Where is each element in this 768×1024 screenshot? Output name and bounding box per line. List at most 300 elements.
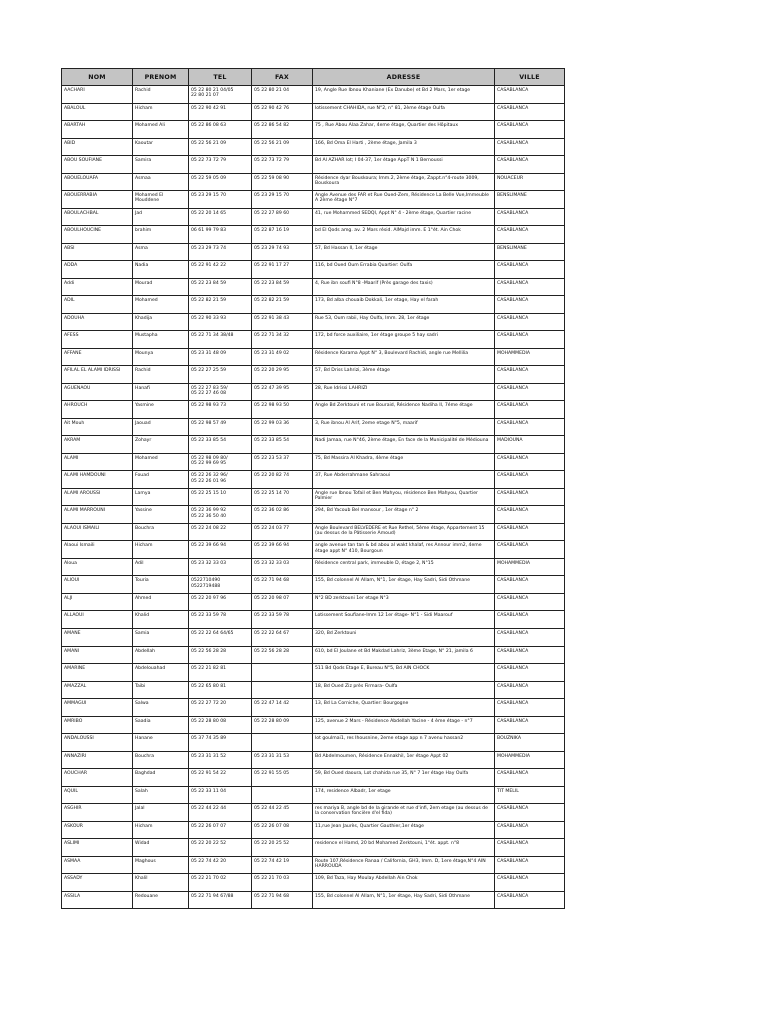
- table-row: [62, 874, 565, 892]
- prenom-cell: Hicham: [133, 821, 189, 839]
- tel-cell: 05 22 56 28 28: [189, 646, 252, 664]
- prenom-cell: Touria: [133, 576, 189, 594]
- adresse-cell: 172, bd force auxiliaire, 1er étage groupe 5 hay sadri: [313, 331, 495, 349]
- prenom-cell: Asmaa: [133, 173, 189, 191]
- header-tel: TEL: [189, 69, 252, 86]
- ville-cell: CASABLANCA: [495, 418, 565, 436]
- ville-cell: CASABLANCA: [495, 593, 565, 611]
- table-row: [62, 471, 565, 489]
- ville-cell: CASABLANCA: [495, 839, 565, 857]
- table-row: [62, 664, 565, 682]
- adresse-cell: 610, bd El Joulane et Bd Makdad Lahriz, 3ème Etage, N° 21, jamila 6: [313, 646, 495, 664]
- ville-cell: CASABLANCA: [495, 821, 565, 839]
- nom-cell: ALAOUI ISMAILI: [62, 523, 133, 541]
- prenom-cell: Rachid: [133, 366, 189, 384]
- nom-cell: ABALOUL: [62, 103, 133, 121]
- prenom-cell: Mohamed Ali: [133, 121, 189, 139]
- tel-cell: 05 22 86 08 63: [189, 121, 252, 139]
- fax-cell: 05 23 31 49 02: [252, 348, 313, 366]
- fax-cell: 05 22 24 03 77: [252, 523, 313, 541]
- ville-cell: CASABLANCA: [495, 313, 565, 331]
- nom-cell: AGUENAOU: [62, 383, 133, 401]
- fax-cell: 05 23 31 31 53: [252, 751, 313, 769]
- pharmacy-directory-table: [61, 68, 565, 909]
- table-row: [62, 156, 565, 174]
- header-fax: FAX: [252, 69, 313, 86]
- ville-cell: BENSLIMANE: [495, 191, 565, 209]
- fax-cell: 05 22 33 59 78: [252, 611, 313, 629]
- adresse-cell: 166, Bd Oma El Harti , 2ème étage, Jamila 3: [313, 138, 495, 156]
- table-row: [62, 296, 565, 314]
- fax-cell: [252, 786, 313, 804]
- fax-cell: 05 22 22 64 67: [252, 628, 313, 646]
- fax-cell: 05 22 90 42 76: [252, 103, 313, 121]
- tel-cell: 05 23 29 15 70: [189, 191, 252, 209]
- adresse-cell: bd El Qods amg. av. 2 Mars résid. AlMajd imm. E 1°ét. Ain Chok: [313, 226, 495, 244]
- nom-cell: ASSADY: [62, 874, 133, 892]
- table-row: [62, 226, 565, 244]
- nom-cell: ALLAOUI: [62, 611, 133, 629]
- ville-cell: CASABLANCA: [495, 541, 565, 559]
- prenom-cell: Nadia: [133, 261, 189, 279]
- ville-cell: CASABLANCA: [495, 331, 565, 349]
- tel-cell: 05 22 20 22 52: [189, 839, 252, 857]
- adresse-cell: Résidence dyar Bouskoura; Imm.2, 2ème étage, Zappt.n°4-route 3009, Bouskoura: [313, 173, 495, 191]
- fax-cell: 05 22 44 22 45: [252, 804, 313, 822]
- ville-cell: CASABLANCA: [495, 523, 565, 541]
- table-row: [62, 576, 565, 594]
- tel-cell: 05 22 71 94 67/88: [189, 891, 252, 909]
- table-row: [62, 401, 565, 419]
- adresse-cell: Angle rue Ibnou Tofail et Ben Mahyou, résidence Ben Mahyou, Quartier Palmier: [313, 488, 495, 506]
- ville-cell: CASABLANCA: [495, 296, 565, 314]
- ville-cell: CASABLANCA: [495, 86, 565, 104]
- tel-cell: 05 22 27 83 59/ 05 22 27 46 08: [189, 383, 252, 401]
- adresse-cell: 4, Rue ibn soufi N°8 -Maarif (Près garage des taxis): [313, 278, 495, 296]
- prenom-cell: Adil: [133, 558, 189, 576]
- tel-cell: 05 22 74 42 20: [189, 856, 252, 874]
- tel-cell: 05 22 98 93 73: [189, 401, 252, 419]
- prenom-cell: Fouad: [133, 471, 189, 489]
- fax-cell: 05 22 20 82 74: [252, 471, 313, 489]
- ville-cell: CASABLANCA: [495, 138, 565, 156]
- nom-cell: ADOUHA: [62, 313, 133, 331]
- ville-cell: CASABLANCA: [495, 628, 565, 646]
- prenom-cell: Kaoutar: [133, 138, 189, 156]
- fax-cell: 05 22 56 21 09: [252, 138, 313, 156]
- ville-cell: MOHAMMEDIA: [495, 348, 565, 366]
- prenom-cell: Ahmed: [133, 593, 189, 611]
- nom-cell: ABOU SOUFIANE: [62, 156, 133, 174]
- fax-cell: 05 22 86 54 82: [252, 121, 313, 139]
- nom-cell: AFFANE: [62, 348, 133, 366]
- nom-cell: ANNAZIRI: [62, 751, 133, 769]
- nom-cell: Addi: [62, 278, 133, 296]
- ville-cell: CASABLANCA: [495, 156, 565, 174]
- prenom-cell: Zohayr: [133, 436, 189, 454]
- nom-cell: AMANE: [62, 628, 133, 646]
- fax-cell: [252, 681, 313, 699]
- prenom-cell: Mohamed: [133, 296, 189, 314]
- fax-cell: 05 22 33 85 54: [252, 436, 313, 454]
- tel-cell: 05 22 27 72 20: [189, 699, 252, 717]
- adresse-cell: Résidence Karama Appt N° 3, Boulevard Rachidi, angle rue Mellilia: [313, 348, 495, 366]
- tel-cell: 05 22 90 42 91: [189, 103, 252, 121]
- adresse-cell: lot goulmai1, res Ihousnine, 2eme etage app n 7 avenu hassan2: [313, 734, 495, 752]
- table-row: [62, 453, 565, 471]
- prenom-cell: brahim: [133, 226, 189, 244]
- fax-cell: 05 22 59 08 90: [252, 173, 313, 191]
- fax-cell: [252, 734, 313, 752]
- ville-cell: CASABLANCA: [495, 488, 565, 506]
- adresse-cell: 75 , Rue Abou Alaa Zahar, 4eme étage, Quartier des Hôpitaux: [313, 121, 495, 139]
- table-header-row: [62, 69, 565, 86]
- tel-cell: 05 22 59 05 09: [189, 173, 252, 191]
- table-row: [62, 628, 565, 646]
- nom-cell: ASMAA: [62, 856, 133, 874]
- prenom-cell: Samia: [133, 628, 189, 646]
- nom-cell: ADDA: [62, 261, 133, 279]
- tel-cell: 05 22 91 42 22: [189, 261, 252, 279]
- adresse-cell: 75, Bd Massira Al Khadra, 4ème étage: [313, 453, 495, 471]
- adresse-cell: 57, Bd Hassan II, 1er étage: [313, 243, 495, 261]
- prenom-cell: Khalid: [133, 611, 189, 629]
- prenom-cell: Mohamed El Mouddene: [133, 191, 189, 209]
- prenom-cell: Samira: [133, 156, 189, 174]
- adresse-cell: 173, Bd alba chouaib Dokkali, 1er etage, Hay el farah: [313, 296, 495, 314]
- adresse-cell: 57, Bd Driss Lahrizi, 3ème étage: [313, 366, 495, 384]
- tel-cell: 05 22 20 97 96: [189, 593, 252, 611]
- ville-cell: CASABLANCA: [495, 278, 565, 296]
- nom-cell: ADIL: [62, 296, 133, 314]
- table-body: [62, 86, 565, 909]
- table-row: [62, 506, 565, 524]
- tel-cell: 05 22 33 85 54: [189, 436, 252, 454]
- adresse-cell: 41, rue Mohammed SEDQI, Appt N° 4 - 2ème étage, Quartier racine: [313, 208, 495, 226]
- prenom-cell: Khadija: [133, 313, 189, 331]
- nom-cell: AMARINE: [62, 664, 133, 682]
- fax-cell: 05 22 99 03 36: [252, 418, 313, 436]
- ville-cell: MOHAMMEDIA: [495, 558, 565, 576]
- table-row: [62, 699, 565, 717]
- nom-cell: ABOULACHBAL: [62, 208, 133, 226]
- ville-cell: CASABLANCA: [495, 611, 565, 629]
- table-row: [62, 558, 565, 576]
- nom-cell: AMMAGUI: [62, 699, 133, 717]
- adresse-cell: 109, Bd Taza, Hay Moulay Abdellah Ain Chok: [313, 874, 495, 892]
- nom-cell: ABOUERRABIA: [62, 191, 133, 209]
- tel-cell: 05 22 33 11 04: [189, 786, 252, 804]
- fax-cell: 05 22 47 14 42: [252, 699, 313, 717]
- fax-cell: 05 22 23 84 59: [252, 278, 313, 296]
- tel-cell: 05 22 28 80 08: [189, 716, 252, 734]
- tel-cell: 06 61 99 79 83: [189, 226, 252, 244]
- adresse-cell: Nadi Jamaa, rue N°46, 2ème étage, En face de la Municipalité de Médiouna: [313, 436, 495, 454]
- table-row: [62, 138, 565, 156]
- nom-cell: ALAMI AROUSSI: [62, 488, 133, 506]
- ville-cell: CASABLANCA: [495, 121, 565, 139]
- table-row: [62, 769, 565, 787]
- prenom-cell: Salwa: [133, 699, 189, 717]
- nom-cell: AMRIBO: [62, 716, 133, 734]
- adresse-cell: N°2 BD zerktouni 1er etage N°3: [313, 593, 495, 611]
- ville-cell: CASABLANCA: [495, 769, 565, 787]
- prenom-cell: Lamya: [133, 488, 189, 506]
- table-row: [62, 804, 565, 822]
- adresse-cell: 11,rue Jean Jaurès, Quartier Gauthier,1er étage: [313, 821, 495, 839]
- nom-cell: ALAMI MARROUNI: [62, 506, 133, 524]
- table-row: [62, 611, 565, 629]
- prenom-cell: Saadia: [133, 716, 189, 734]
- nom-cell: AMANI: [62, 646, 133, 664]
- prenom-cell: Jad: [133, 208, 189, 226]
- tel-cell: 05 22 44 22 44: [189, 804, 252, 822]
- adresse-cell: Rue 53, Oum rabii, Hay Oulfa, Imm. 28, 1er étage: [313, 313, 495, 331]
- tel-cell: 05 22 27 25 59: [189, 366, 252, 384]
- ville-cell: MOHAMMEDIA: [495, 751, 565, 769]
- ville-cell: CASABLANCA: [495, 891, 565, 909]
- ville-cell: CASABLANCA: [495, 103, 565, 121]
- nom-cell: AHROUCH: [62, 401, 133, 419]
- table-row: [62, 541, 565, 559]
- table-row: [62, 734, 565, 752]
- tel-cell: 05 22 21 82 81: [189, 664, 252, 682]
- ville-cell: CASABLANCA: [495, 383, 565, 401]
- ville-cell: CASABLANCA: [495, 664, 565, 682]
- tel-cell: 05 23 31 31 52: [189, 751, 252, 769]
- header-nom: NOM: [62, 69, 133, 86]
- tel-cell: 05 22 26 07 07: [189, 821, 252, 839]
- prenom-cell: Hanane: [133, 734, 189, 752]
- prenom-cell: Taibi: [133, 681, 189, 699]
- fax-cell: [252, 664, 313, 682]
- ville-cell: NOUACEUR: [495, 173, 565, 191]
- nom-cell: ANDALOUSSI: [62, 734, 133, 752]
- adresse-cell: Angle Avenue des FAR et Rue Oued-Zem, Résidence La Belle Vue,Immeuble A 2ème étage N°7: [313, 191, 495, 209]
- table-row: [62, 786, 565, 804]
- prenom-cell: Hanafi: [133, 383, 189, 401]
- nom-cell: ALIOUI: [62, 576, 133, 594]
- table-row: [62, 523, 565, 541]
- nom-cell: ABID: [62, 138, 133, 156]
- prenom-cell: Asma: [133, 243, 189, 261]
- adresse-cell: 320, Bd Zerktouni: [313, 628, 495, 646]
- nom-cell: AFILAL EL ALAMI IDRISSI: [62, 366, 133, 384]
- fax-cell: 05 22 20 98 07: [252, 593, 313, 611]
- tel-cell: 05 22 56 21 09: [189, 138, 252, 156]
- prenom-cell: Hicham: [133, 103, 189, 121]
- fax-cell: 05 22 47 39 95: [252, 383, 313, 401]
- table-row: [62, 121, 565, 139]
- fax-cell: 05 22 28 80 09: [252, 716, 313, 734]
- tel-cell: 05 22 20 14 65: [189, 208, 252, 226]
- fax-cell: 05 23 29 74 93: [252, 243, 313, 261]
- ville-cell: CASABLANCA: [495, 366, 565, 384]
- fax-cell: 05 22 91 17 27: [252, 261, 313, 279]
- prenom-cell: Hicham: [133, 541, 189, 559]
- adresse-cell: Bd Al AZHAR lot; I 04-37, 1er étage AppT N 1 Bernoussi: [313, 156, 495, 174]
- adresse-cell: 13, Bd La Corniche, Quartier: Bourgogne: [313, 699, 495, 717]
- adresse-cell: residence el Hamd, 20 bd Mohamed Zerktouni, 1°ét. appt. n°8: [313, 839, 495, 857]
- tel-cell: 05 22 80 21 04/05 22 80 21 07: [189, 86, 252, 104]
- ville-cell: BENSLIMANE: [495, 243, 565, 261]
- fax-cell: 05 22 80 21 04: [252, 86, 313, 104]
- header-prenom: PRENOM: [133, 69, 189, 86]
- tel-cell: 05 22 26 32 96/ 05 22 26 01 96: [189, 471, 252, 489]
- table-row: [62, 243, 565, 261]
- fax-cell: 05 22 98 93 50: [252, 401, 313, 419]
- table-row: [62, 86, 565, 104]
- adresse-cell: res mariya B, angle bd de la girande et rue d'infi, 2em etage (au dessus de la conservation foncière d'el fida): [313, 804, 495, 822]
- ville-cell: CASABLANCA: [495, 681, 565, 699]
- adresse-cell: 28, Rue Idrissi LAHRIZI: [313, 383, 495, 401]
- tel-cell: 05 23 31 48 09: [189, 348, 252, 366]
- table-row: [62, 821, 565, 839]
- prenom-cell: Abdellah: [133, 646, 189, 664]
- adresse-cell: lotissement CHAHIDA, rue N°2, n° 81, 2ème étage Oulfa: [313, 103, 495, 121]
- prenom-cell: Redouane: [133, 891, 189, 909]
- prenom-cell: Mohamed: [133, 453, 189, 471]
- table-row: [62, 891, 565, 909]
- nom-cell: ASGHIR: [62, 804, 133, 822]
- ville-cell: CASABLANCA: [495, 261, 565, 279]
- prenom-cell: Salah: [133, 786, 189, 804]
- tel-cell: 05 22 33 59 78: [189, 611, 252, 629]
- tel-cell: 05 22 91 54 22: [189, 769, 252, 787]
- adresse-cell: angle avenue tan tan & bd abou al wakt khalaf, res Annour imm2, 4eme étage appt N° 410, Bourgoun: [313, 541, 495, 559]
- prenom-cell: Abdelouahad: [133, 664, 189, 682]
- fax-cell: 05 22 20 25 52: [252, 839, 313, 857]
- tel-cell: 05 22 98 57 49: [189, 418, 252, 436]
- tel-cell: 05 22 21 70 02: [189, 874, 252, 892]
- tel-cell: 05 22 36 99 92 05 22 36 50 40: [189, 506, 252, 524]
- nom-cell: ASLIMI: [62, 839, 133, 857]
- table-row: [62, 436, 565, 454]
- nom-cell: ALJI: [62, 593, 133, 611]
- prenom-cell: Mustapha: [133, 331, 189, 349]
- fax-cell: 05 22 20 29 95: [252, 366, 313, 384]
- table-row: [62, 418, 565, 436]
- nom-cell: ASSILA: [62, 891, 133, 909]
- ville-cell: MADIOUNA: [495, 436, 565, 454]
- table-row: [62, 681, 565, 699]
- tel-cell: 0522710490 0522719488: [189, 576, 252, 594]
- ville-cell: CASABLANCA: [495, 506, 565, 524]
- tel-cell: 05 22 65 80 81: [189, 681, 252, 699]
- prenom-cell: Bouchra: [133, 523, 189, 541]
- fax-cell: 05 22 91 55 05: [252, 769, 313, 787]
- tel-cell: 05 22 25 15 10: [189, 488, 252, 506]
- nom-cell: Ait Mouh: [62, 418, 133, 436]
- fax-cell: 05 22 71 94 68: [252, 576, 313, 594]
- table-row: [62, 856, 565, 874]
- table-row: [62, 261, 565, 279]
- nom-cell: ALAMI: [62, 453, 133, 471]
- adresse-cell: Lotissement Soufiane-Imm 12 1er étage- N°1 - Sidi Maarouf: [313, 611, 495, 629]
- table-row: [62, 348, 565, 366]
- nom-cell: AMAZZAL: [62, 681, 133, 699]
- ville-cell: BOUZNIKA: [495, 734, 565, 752]
- tel-cell: 05 22 23 84 59: [189, 278, 252, 296]
- adresse-cell: 37, Rue Abderrahmane Sahraoui: [313, 471, 495, 489]
- ville-cell: TIT MELIL: [495, 786, 565, 804]
- adresse-cell: 116, bd Oued Oum Errabia Quartier: Oulfa: [313, 261, 495, 279]
- table-row: [62, 103, 565, 121]
- ville-cell: CASABLANCA: [495, 716, 565, 734]
- ville-cell: CASABLANCA: [495, 471, 565, 489]
- adresse-cell: Route 107,Résidence Ranaa / California, GH3, Imm. D, 1ere étage,N°4 AIN HARROUDA: [313, 856, 495, 874]
- ville-cell: CASABLANCA: [495, 874, 565, 892]
- prenom-cell: Jalal: [133, 804, 189, 822]
- table-row: [62, 331, 565, 349]
- tel-cell: 05 22 24 08 22: [189, 523, 252, 541]
- prenom-cell: Mourad: [133, 278, 189, 296]
- table-row: [62, 488, 565, 506]
- nom-cell: ASKOUR: [62, 821, 133, 839]
- adresse-cell: 294, Bd Yacoub Bel mansour , 1er étage n° 2: [313, 506, 495, 524]
- adresse-cell: 174, residence Albadr, 1er etage: [313, 786, 495, 804]
- fax-cell: 05 22 56 28 28: [252, 646, 313, 664]
- ville-cell: CASABLANCA: [495, 453, 565, 471]
- nom-cell: AACHARI: [62, 86, 133, 104]
- adresse-cell: 18, Bd Oued Ziz près Firmara- Oulfa: [313, 681, 495, 699]
- fax-cell: 05 22 74 42 19: [252, 856, 313, 874]
- fax-cell: 05 22 23 53 37: [252, 453, 313, 471]
- prenom-cell: Yassine: [133, 506, 189, 524]
- prenom-cell: Mounya: [133, 348, 189, 366]
- nom-cell: ABOULHOUCINE: [62, 226, 133, 244]
- fax-cell: 05 22 39 66 94: [252, 541, 313, 559]
- table-row: [62, 593, 565, 611]
- adresse-cell: 155, Bd colonnel Al Allam, N°1, 1er étage, Hay Sadri, Sidi Othmane: [313, 891, 495, 909]
- tel-cell: 05 22 82 21 59: [189, 296, 252, 314]
- fax-cell: 05 23 32 33 03: [252, 558, 313, 576]
- table-row: [62, 313, 565, 331]
- prenom-cell: Yasmine: [133, 401, 189, 419]
- adresse-cell: 3, Rue ibnou Al Arif, 2eme etage N°5, maarif: [313, 418, 495, 436]
- nom-cell: AQUIL: [62, 786, 133, 804]
- table-row: [62, 208, 565, 226]
- ville-cell: CASABLANCA: [495, 856, 565, 874]
- tel-cell: 05 37 74 35 89: [189, 734, 252, 752]
- tel-cell: 05 22 98 09 80/ 05 22 99 69 95: [189, 453, 252, 471]
- adresse-cell: Angle Boulevard BELVEDERE et Rue Rethel, 5ème étage, Appartement 15 (au dessus de la Pâtisserie Amoud): [313, 523, 495, 541]
- prenom-cell: Maghous: [133, 856, 189, 874]
- adresse-cell: 19, Angle Rue Ibnou Khaniane (Ex Danube) et Bd 2 Mars, 1er etage: [313, 86, 495, 104]
- adresse-cell: Résidence central park, immeuble D, étage 2, N°15: [313, 558, 495, 576]
- nom-cell: ABOUELOUAFA: [62, 173, 133, 191]
- ville-cell: CASABLANCA: [495, 804, 565, 822]
- prenom-cell: Widad: [133, 839, 189, 857]
- nom-cell: ALAMI HAMDOUNI: [62, 471, 133, 489]
- fax-cell: 05 22 27 89 60: [252, 208, 313, 226]
- prenom-cell: Khalil: [133, 874, 189, 892]
- tel-cell: 05 22 71 34 38/48: [189, 331, 252, 349]
- tel-cell: 05 22 73 72 79: [189, 156, 252, 174]
- table-row: [62, 383, 565, 401]
- nom-cell: ABSI: [62, 243, 133, 261]
- tel-cell: 05 23 29 73 74: [189, 243, 252, 261]
- fax-cell: 05 22 36 02 86: [252, 506, 313, 524]
- adresse-cell: 125, avenue 2 Mars - Résidence Abdellah Yacine - 4 ème étage - n°7: [313, 716, 495, 734]
- fax-cell: 05 22 21 70 03: [252, 874, 313, 892]
- tel-cell: 05 22 39 66 94: [189, 541, 252, 559]
- adresse-cell: 511 Bd Qods Etage E, Bureau N°5, Bd AIN CHOCK: [313, 664, 495, 682]
- nom-cell: Aloua: [62, 558, 133, 576]
- prenom-cell: Baghdad: [133, 769, 189, 787]
- ville-cell: CASABLANCA: [495, 576, 565, 594]
- ville-cell: CASABLANCA: [495, 699, 565, 717]
